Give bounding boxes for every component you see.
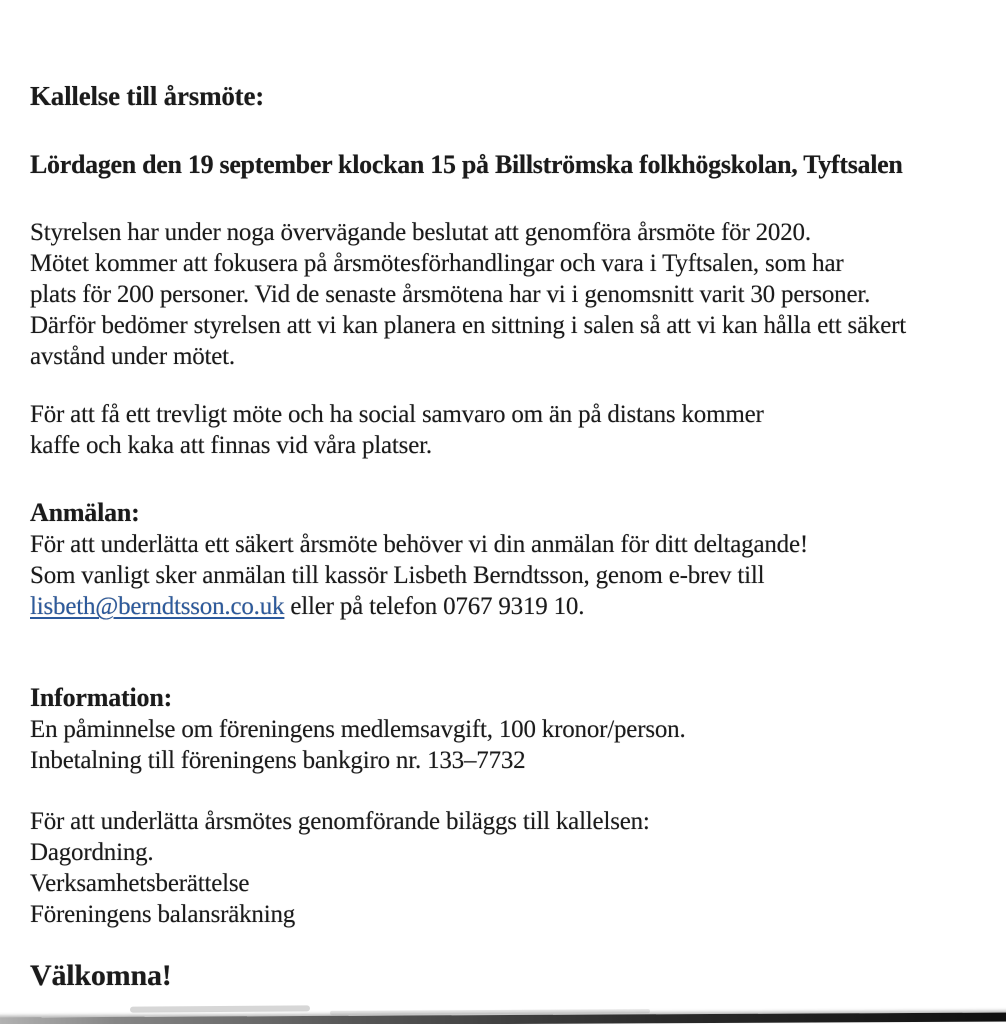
paragraph-line: kaffe och kaka att finnas vid våra platser. — [30, 432, 432, 459]
attachment-item: Dagordning. — [30, 839, 154, 866]
document-title: Kallelse till årsmöte: — [30, 81, 265, 111]
social-paragraph — [30, 399, 1006, 461]
paragraph-line: En påminnelse om föreningens medlemsavgift, 100 kronor/person. — [30, 716, 686, 743]
paragraph-line: Styrelsen har under noga övervägande beslutat att genomföra årsmöte för 2020. — [30, 219, 811, 246]
paragraph-line: För att få ett trevligt möte och ha social samvaro om än på distans kommer — [30, 401, 764, 428]
paragraph-line: För att underlätta ett säkert årsmöte behöver vi din anmälan för ditt deltagande! — [30, 531, 808, 558]
closing-greeting: Välkomna! — [30, 959, 172, 992]
phone-text: eller på telefon 0767 9319 10. — [284, 593, 585, 620]
attachments-intro-line: För att underlätta årsmötes genomförande biläggs till kallelsen: — [30, 808, 650, 835]
attachment-item: Verksamhetsberättelse — [30, 870, 250, 897]
scan-edge-artifact — [0, 1013, 1006, 1024]
document-body — [30, 0, 1006, 994]
section-heading-anmalan: Anmälan: — [30, 498, 140, 527]
paragraph-line: Mötet kommer att fokusera på årsmötesförhandlingar och vara i Tyftsalen, som har — [30, 250, 844, 277]
attachment-item: Föreningens balansräkning — [30, 901, 296, 928]
email-link[interactable]: lisbeth@berndtsson.co.uk — [30, 593, 285, 620]
event-date-line: Lördagen den 19 september klockan 15 på Billströmska folkhögskolan, Tyftsalen — [30, 150, 903, 179]
anmalan-paragraph — [30, 529, 1006, 622]
paragraph-line: plats för 200 personer. Vid de senaste årsmötena har vi i genomsnitt varit 30 personer. — [30, 281, 871, 308]
contact-line — [30, 591, 1006, 622]
information-paragraph — [30, 714, 1006, 776]
paragraph-line: avstånd under mötet. — [30, 343, 235, 370]
paragraph-line: Därför bedömer styrelsen att vi kan planera en sittning i salen så att vi kan hålla ett säkert — [30, 312, 907, 339]
intro-paragraph — [30, 217, 1006, 372]
paragraph-line: Inbetalning till föreningens bankgiro nr. 133–7732 — [30, 747, 526, 774]
section-heading-information: Information: — [30, 683, 173, 712]
paragraph-line: Som vanligt sker anmälan till kassör Lisbeth Berndtsson, genom e-brev till — [30, 562, 765, 589]
attachments-paragraph — [30, 806, 1006, 930]
scan-smudge-artifact — [130, 1005, 310, 1012]
